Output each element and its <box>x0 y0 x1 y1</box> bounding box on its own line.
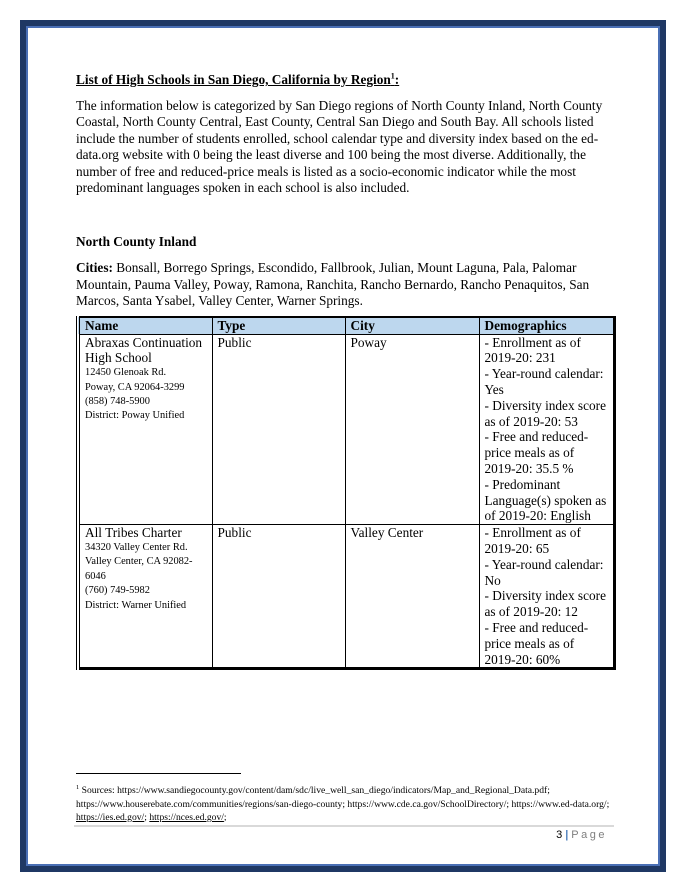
footnote-link-nces[interactable]: https://nces.ed.gov/ <box>149 812 224 823</box>
footnote-separator <box>76 773 241 774</box>
page-number <box>556 829 607 841</box>
footer-rule <box>74 825 614 827</box>
table-row <box>78 334 614 525</box>
cities-list <box>76 260 612 309</box>
footnote-link-ies[interactable]: https://ies.ed.gov/ <box>76 812 145 823</box>
document-title-text: List of High Schools in San Diego, California by Region <box>76 72 391 87</box>
cities-label: Cities: <box>76 260 113 276</box>
school-phone: (858) 748-5900 <box>85 396 150 408</box>
footnote-end: ; <box>223 812 227 823</box>
footnote-sep: ; <box>144 812 150 823</box>
cell-city: Poway <box>345 334 479 525</box>
demographic-language: - Predominant Language(s) spoken as of 2019-20: English <box>484 476 607 524</box>
document-title <box>76 72 612 88</box>
page-number-value: 3 <box>556 829 563 841</box>
school-district: District: Warner Unified <box>85 599 187 611</box>
school-address-line1: 12450 Glenoak Rd. <box>85 367 167 379</box>
page-label: Page <box>571 829 607 841</box>
cell-demographics <box>479 334 614 525</box>
footnote-ref[interactable]: 1 <box>390 71 395 81</box>
demographic-diversity: - Diversity index score as of 2019-20: 12 <box>484 588 606 620</box>
demographic-calendar: - Year-round calendar: Yes <box>484 366 604 398</box>
school-district: District: Poway Unified <box>85 410 185 422</box>
demographic-meals: - Free and reduced-price meals as of 2019-20: 60% <box>484 620 589 667</box>
demographic-enrollment: - Enrollment as of 2019-20: 65 <box>484 525 581 557</box>
page-number-separator: | <box>565 829 569 841</box>
table-header-row <box>78 317 614 335</box>
cell-name <box>78 334 212 525</box>
demographic-meals: - Free and reduced-price meals as of 2019-20: 35.5 % <box>484 429 589 477</box>
column-header-demographics: Demographics <box>479 317 614 335</box>
column-header-name: Name <box>78 317 212 335</box>
cell-type: Public <box>212 525 345 669</box>
footnote-marker: 1 <box>76 784 80 791</box>
footnote <box>76 781 616 824</box>
cities-text: Bonsall, Borrego Springs, Escondido, Fallbrook, Julian, Mount Laguna, Pala, Palomar Mountain, Pauma Valley, Poway, Ramona, Ranchita, Rancho Bernardo, Rancho Penaquitos, San Marcos, Santa Ysabel, Valley Center, Warner Springs. <box>76 260 590 309</box>
cell-city: Valley Center <box>345 525 479 669</box>
demographic-enrollment: - Enrollment as of 2019-20: 231 <box>484 334 581 366</box>
region-heading: North County Inland <box>76 234 197 250</box>
demographic-calendar: - Year-round calendar: No <box>484 556 604 588</box>
school-address-line2: Valley Center, CA 92082-6046 <box>85 556 193 582</box>
demographic-diversity: - Diversity index score as of 2019-20: 53 <box>484 397 606 429</box>
cell-type: Public <box>212 334 345 525</box>
school-phone: (760) 749-5982 <box>85 585 150 597</box>
school-name: Abraxas Continuation High School <box>85 334 203 366</box>
cell-name <box>78 525 212 669</box>
page-content <box>76 72 612 670</box>
school-name: All Tribes Charter <box>85 525 182 541</box>
footnote-text: Sources: https://www.sandiegocounty.gov/content/dam/sdc/live_well_san_diego/indicators/Map_and_Regional_Data.pdf; https://www.houserebate.com/communities/regions/san-diego-county; https://www.cde.ca.gov/SchoolDirectory/; https://www.ed-data.org/; <box>76 785 610 810</box>
schools-table <box>76 316 616 671</box>
cell-demographics <box>479 525 614 669</box>
school-address-line1: 34320 Valley Center Rd. <box>85 542 188 554</box>
title-suffix: : <box>394 72 400 87</box>
column-header-type: Type <box>212 317 345 335</box>
intro-paragraph: The information below is categorized by San Diego regions of North County Inland, North County Coastal, North County Central, East County, Central San Diego and South Bay. All schools listed include the number of students enrolled, school calendar type and diversity index based on the ed-data.org website with 0 being the least diverse and 100 being the most diverse. Additionally, the number of free and reduced-price meals is listed as a socio-economic indicator while the most predominant languages spoken in each school is also included. <box>76 98 603 196</box>
column-header-city: City <box>345 317 479 335</box>
school-address-line2: Poway, CA 92064-3299 <box>85 381 185 393</box>
table-row <box>78 525 614 669</box>
